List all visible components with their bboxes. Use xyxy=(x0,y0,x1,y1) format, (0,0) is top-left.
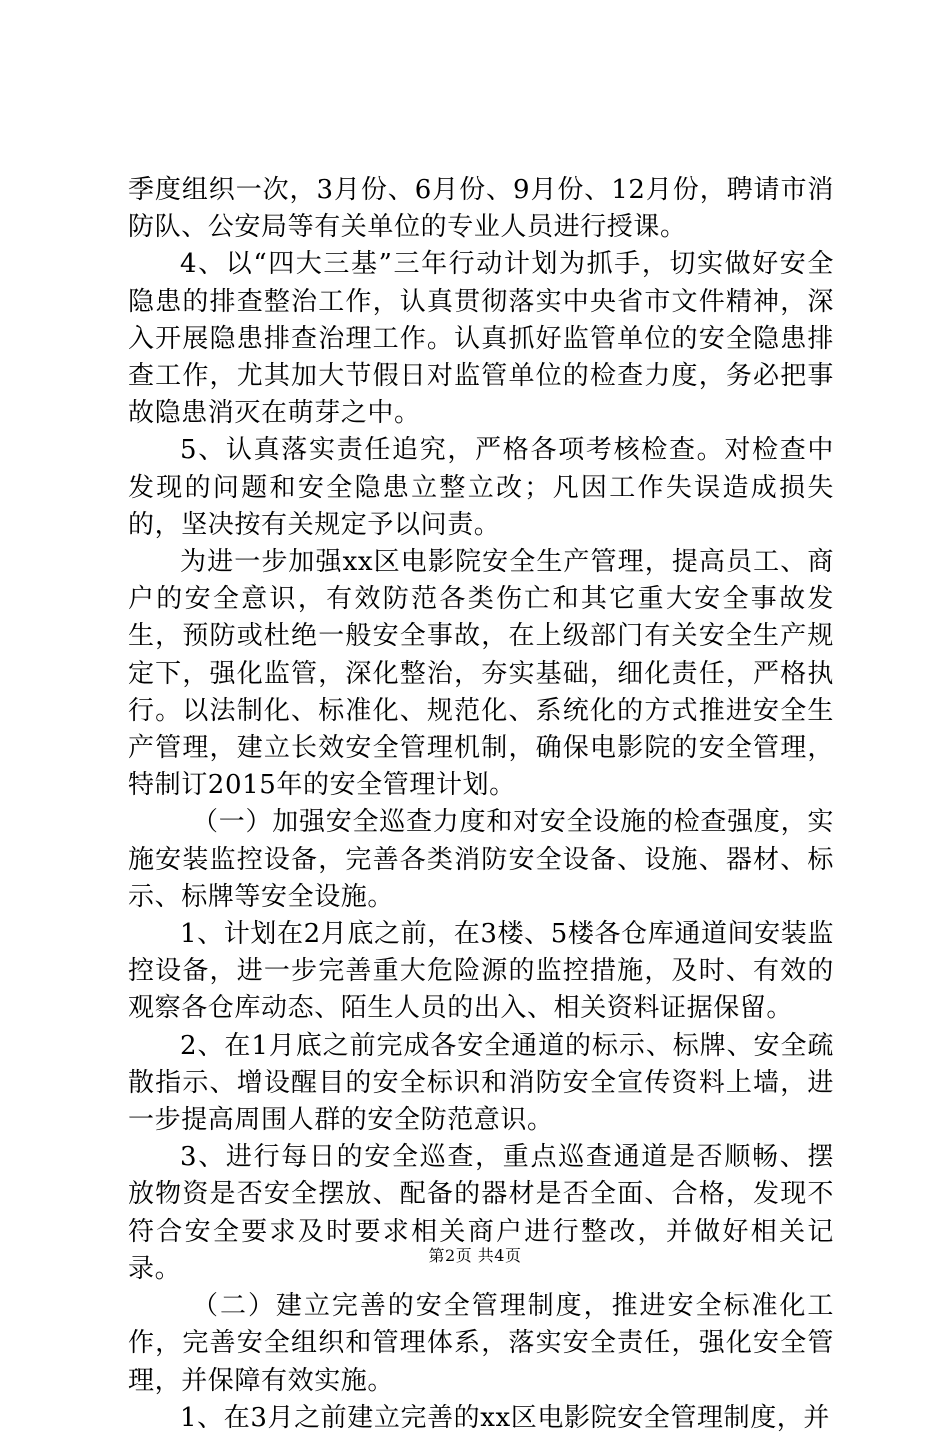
paragraph-section1-item-2: 2、在1月底之前完成各安全通道的标示、标牌、安全疏散指示、增设醒目的安全标识和消防安全宣传资料上墙，进一步提高周围人群的安全防范意识。 xyxy=(128,1030,834,1136)
paragraph-item-5: 5、认真落实责任追究，严格各项考核检查。对检查中发现的问题和安全隐患立整立改；凡因工作失误造成损失的，坚决按有关规定予以问责。 xyxy=(128,435,834,540)
paragraph-continued: 季度组织一次，3月份、6月份、9月份、12月份，聘请市消防队、公安局等有关单位的专业人员进行授课。 xyxy=(128,175,834,243)
paragraph-section1-item-3: 3、进行每日的安全巡查，重点巡查通道是否顺畅、摆放物资是否安全摆放、配备的器材是否全面、合格，发现不符合安全要求及时要求相关商户进行整改，并做好相关记录。 xyxy=(128,1142,834,1284)
paragraph-section2-item-1: 1、在3月之前建立完善的xx区电影院安全管理制度，并 xyxy=(180,1402,831,1433)
section-heading-1: （一）加强安全巡查力度和对安全设施的检查强度，实施安装监控设备，完善各类消防安全设备、设施、器材、标示、标牌等安全设施。 xyxy=(128,807,834,912)
paragraph-section1-item-1: 1、计划在2月底之前，在3楼、5楼各仓库通道间安装监控设备，进一步完善重大危险源的监控措施，及时、有效的观察各仓库动态、陌生人员的出入、相关资料证据保留。 xyxy=(128,919,834,1024)
paragraph-intro: 为进一步加强xx区电影院安全生产管理，提高员工、商户的安全意识，有效防范各类伤亡和其它重大安全事故发生，预防或杜绝一般安全事故，在上级部门有关安全生产规定下，强化监管，深化整治，夯实基础，细化责任，严格执行。以法制化、标准化、规范化、系统化的方式推进安全生产管理，建立长效安全管理机制，确保电影院的安全管理，特制订2015年的安全管理计划。 xyxy=(128,547,834,801)
page-footer: 第2页 共4页 xyxy=(428,1246,522,1265)
section-heading-2: （二）建立完善的安全管理制度，推进安全标准化工作，完善安全组织和管理体系，落实安全责任，强化安全管理，并保障有效实施。 xyxy=(128,1291,834,1396)
paragraph-item-4: 4、以“四大三基”三年行动计划为抓手，切实做好安全隐患的排查整治工作，认真贯彻落实中央省市文件精神，深入开展隐患排查治理工作。认真抓好监管单位的安全隐患排查工作，尤其加大节假日对监管单位的检查力度，务必把事故隐患消灭在萌芽之中。 xyxy=(128,249,834,429)
